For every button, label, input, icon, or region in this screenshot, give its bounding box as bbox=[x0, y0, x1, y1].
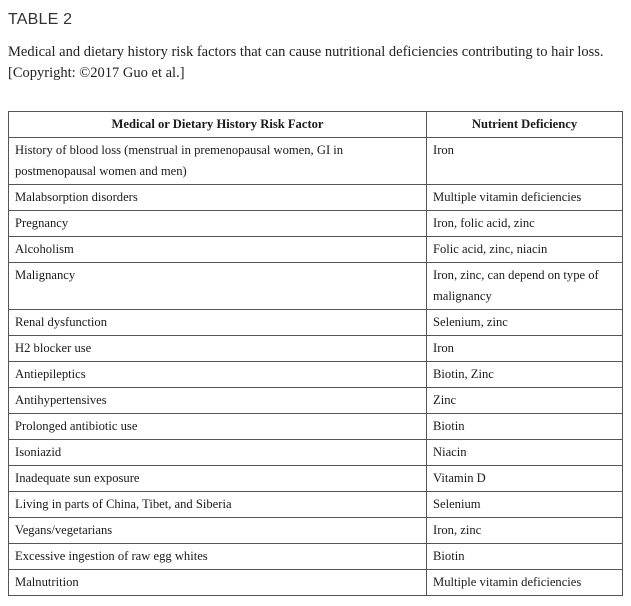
deficiency-cell: Iron bbox=[427, 138, 623, 185]
risk-factor-cell: Malignancy bbox=[9, 263, 427, 310]
header-risk-factor: Medical or Dietary History Risk Factor bbox=[9, 112, 427, 138]
risk-factor-cell: Vegans/vegetarians bbox=[9, 518, 427, 544]
table-row bbox=[9, 518, 623, 544]
table-row bbox=[9, 388, 623, 414]
risk-factor-cell: Excessive ingestion of raw egg whites bbox=[9, 544, 427, 570]
risk-factor-cell: Isoniazid bbox=[9, 440, 427, 466]
table-caption: Medical and dietary history risk factors that can cause nutritional deficiencies contributing to hair loss. [Copyright: ©2017 Guo et al.] bbox=[8, 44, 604, 81]
risk-factor-cell: Pregnancy bbox=[9, 211, 427, 237]
table-row bbox=[9, 310, 623, 336]
deficiency-cell: Multiple vitamin deficiencies bbox=[427, 570, 623, 596]
table-row bbox=[9, 414, 623, 440]
table-row bbox=[9, 466, 623, 492]
table-row bbox=[9, 185, 623, 211]
table-row bbox=[9, 544, 623, 570]
deficiency-cell: Selenium, zinc bbox=[427, 310, 623, 336]
table-row bbox=[9, 570, 623, 596]
risk-factor-table bbox=[8, 111, 623, 596]
deficiency-cell: Niacin bbox=[427, 440, 623, 466]
table-row bbox=[9, 336, 623, 362]
deficiency-cell: Zinc bbox=[427, 388, 623, 414]
deficiency-cell: Biotin bbox=[427, 544, 623, 570]
deficiency-cell: Iron, zinc bbox=[427, 518, 623, 544]
risk-factor-cell: H2 blocker use bbox=[9, 336, 427, 362]
risk-factor-cell: Malnutrition bbox=[9, 570, 427, 596]
table-row bbox=[9, 211, 623, 237]
risk-factor-cell: Alcoholism bbox=[9, 237, 427, 263]
risk-factor-cell: Inadequate sun exposure bbox=[9, 466, 427, 492]
deficiency-cell: Biotin bbox=[427, 414, 623, 440]
deficiency-cell: Folic acid, zinc, niacin bbox=[427, 237, 623, 263]
header-nutrient-deficiency: Nutrient Deficiency bbox=[427, 112, 623, 138]
table-row bbox=[9, 440, 623, 466]
risk-factor-cell: Renal dysfunction bbox=[9, 310, 427, 336]
table-label: TABLE 2 bbox=[8, 11, 73, 28]
deficiency-cell: Multiple vitamin deficiencies bbox=[427, 185, 623, 211]
table-row bbox=[9, 362, 623, 388]
table-row bbox=[9, 138, 623, 185]
deficiency-cell: Iron, zinc, can depend on type of malignancy bbox=[427, 263, 623, 310]
table-row bbox=[9, 263, 623, 310]
deficiency-cell: Iron bbox=[427, 336, 623, 362]
risk-factor-cell: Prolonged antibiotic use bbox=[9, 414, 427, 440]
risk-factor-cell: History of blood loss (menstrual in premenopausal women, GI in postmenopausal women and men) bbox=[9, 138, 427, 185]
table-row bbox=[9, 237, 623, 263]
table-row bbox=[9, 492, 623, 518]
table-header-row bbox=[9, 112, 623, 138]
deficiency-cell: Selenium bbox=[427, 492, 623, 518]
deficiency-cell: Biotin, Zinc bbox=[427, 362, 623, 388]
risk-factor-cell: Malabsorption disorders bbox=[9, 185, 427, 211]
risk-factor-cell: Antiepileptics bbox=[9, 362, 427, 388]
risk-factor-cell: Living in parts of China, Tibet, and Siberia bbox=[9, 492, 427, 518]
deficiency-cell: Vitamin D bbox=[427, 466, 623, 492]
risk-factor-cell: Antihypertensives bbox=[9, 388, 427, 414]
deficiency-cell: Iron, folic acid, zinc bbox=[427, 211, 623, 237]
